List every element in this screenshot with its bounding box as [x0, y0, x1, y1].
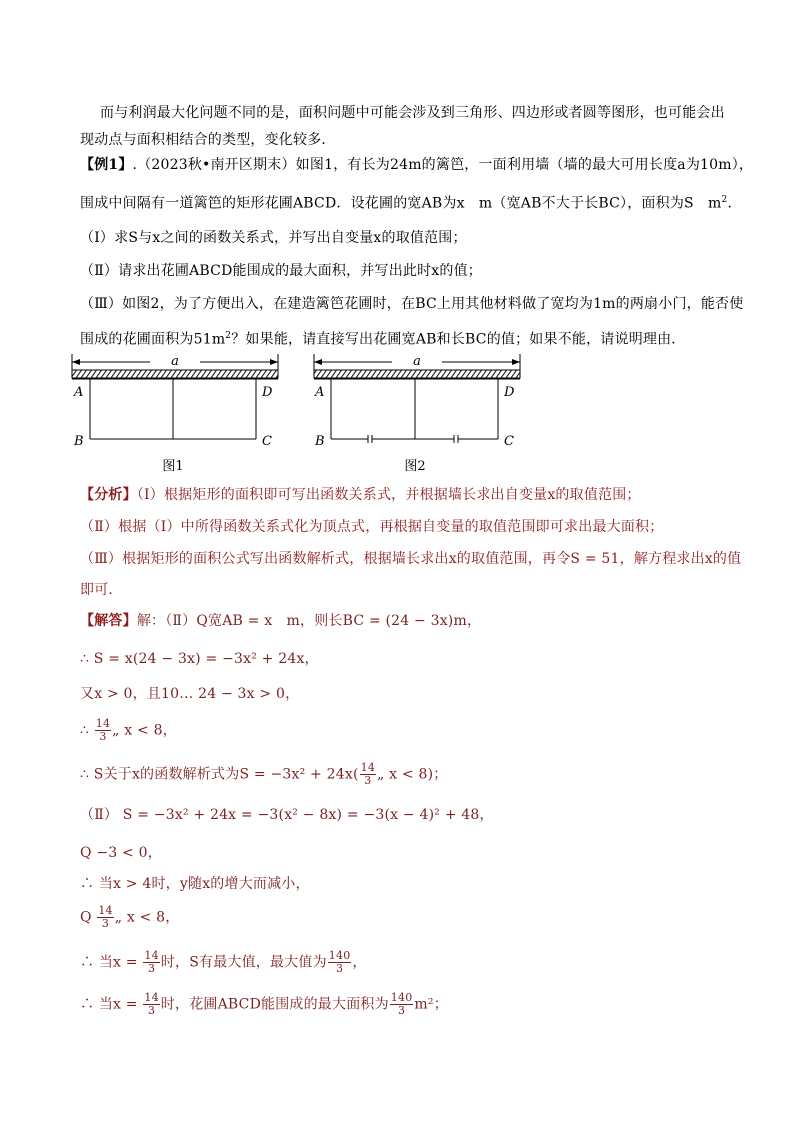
fig1-label-D: D [262, 385, 273, 400]
fraction-14-3 [360, 762, 376, 787]
analysis-line-2: （Ⅱ）根据（Ⅰ）中所得函数关系式化为顶点式，再根据自变量的取值范围即可求出最大面积； [80, 519, 664, 535]
question-2: （Ⅱ）请求出花圃ABCD能围成的最大面积，并写出此时x的值； [80, 263, 483, 279]
figure-2 [314, 351, 520, 474]
solution-line-5 [80, 762, 730, 787]
frac-num: 14 [144, 991, 159, 1004]
fig1-label-A: A [74, 385, 84, 400]
fraction-14-3 [97, 905, 113, 930]
analysis-line-1 [80, 485, 730, 505]
fraction-14-3 [143, 950, 159, 975]
example-text-2: 围成中间隔有一道篱笆的矩形花圃ABCD．设花圃的宽AB为x m（宽AB不大于长BC），面积为S m [80, 195, 722, 212]
solution-5-post: „ x < 8)； [377, 766, 448, 783]
solution-line-3: 又x > 0，且10… 24 − 3x > 0， [80, 686, 300, 702]
frac-num: 14 [95, 717, 111, 730]
fraction-140-3 [328, 950, 352, 975]
example-line-2 [80, 190, 742, 214]
example-tag: 【例1】 [80, 157, 133, 173]
frac-den: 3 [336, 962, 344, 975]
fraction-14-3 [95, 718, 111, 743]
frac-den: 3 [398, 1004, 406, 1017]
example-text-1: .（2023秋•南开区期末）如图1，有长为24m的篱笆，一面利用墙（墙的最大可用长度a为10m）， [132, 157, 754, 173]
example-sup: 2 [721, 195, 728, 205]
fig1-a-label: a [171, 354, 179, 369]
analysis-line-4: 即可． [80, 582, 123, 598]
solution-11-pre: ∴ 当x = [80, 996, 143, 1013]
fig1-caption: 图1 [162, 459, 184, 474]
fig1-label-B: B [74, 434, 84, 449]
solution-line-7: Q −3 < 0， [80, 845, 162, 861]
frac-den: 3 [147, 962, 156, 975]
solution-tag: 【解答】 [80, 613, 137, 629]
analysis-text-1: （Ⅰ）根据矩形的面积即可写出函数关系式，并根据墙长求出自变量x的取值范围； [136, 487, 641, 503]
frac-den: 3 [364, 774, 372, 787]
solution-4-post: „ x < 8， [112, 722, 177, 739]
solution-line-9 [80, 905, 730, 930]
analysis-line-3: （Ⅲ）根据矩形的面积公式写出函数解析式，根据墙长求出x的取值范围，再令S = 51，解方程求出x的值 [80, 551, 742, 567]
question-3-line-1: （Ⅲ）如图2，为了方便出入，在建造篱笆花圃时，在BC上用其他材料做了宽均为1m的两扇小门，能否使 [80, 296, 744, 312]
solution-line-2: ∴ S = x(24 − 3x) = −3x² + 24x， [80, 651, 319, 667]
fig1-label-C: C [262, 434, 272, 449]
solution-10-pre: ∴ 当x = [80, 954, 143, 971]
intro-line-1: 而与利润最大化问题不同的是，面积问题中可能会涉及到三角形、四边形或者圆等图形，也可能会出 [100, 105, 725, 121]
figures [60, 348, 540, 476]
fig1-wall [72, 370, 278, 378]
solution-9-pre: Q [80, 909, 97, 926]
fig1-arrow-right-icon [270, 359, 278, 365]
figure-1 [72, 351, 278, 474]
fraction-14-3 [143, 992, 159, 1017]
frac-num: 140 [390, 991, 413, 1004]
example-text-2-end: ． [727, 195, 742, 212]
frac-den: 3 [147, 1004, 156, 1017]
fig2-a-label: a [413, 354, 421, 369]
fig2-label-B: B [315, 434, 325, 449]
fig2-label-A: A [315, 385, 325, 400]
solution-line-1 [80, 611, 730, 631]
question-3-text-a: 围成的花圃面积为51m [80, 331, 226, 348]
frac-num: 14 [98, 904, 113, 917]
frac-den: 3 [101, 917, 110, 930]
fraction-140-3 [390, 992, 414, 1017]
intro-line-2: 现动点与面积相结合的类型，变化较多． [80, 132, 336, 148]
fig2-caption: 图2 [404, 459, 426, 474]
solution-10-post: ， [352, 954, 367, 971]
fig2-wall [314, 370, 520, 378]
fig2-arrow-left-icon [314, 359, 322, 365]
solution-line-4 [80, 718, 730, 743]
frac-num: 140 [328, 949, 351, 962]
solution-5-pre: ∴ S关于x的函数解析式为S = −3x² + 24x( [80, 766, 359, 783]
frac-num: 14 [144, 949, 159, 962]
fig2-arrow-right-icon [512, 359, 520, 365]
solution-10-mid: 时，S有最大值，最大值为 [160, 954, 327, 971]
solution-line-10 [80, 950, 730, 975]
question-1: （Ⅰ）求S与x之间的函数关系式，并写出自变量x的取值范围； [80, 230, 467, 246]
analysis-tag: 【分析】 [80, 487, 137, 503]
solution-line-11 [80, 992, 730, 1017]
solution-4-pre: ∴ [80, 722, 94, 739]
example-line-1 [80, 155, 754, 175]
question-3-line-2 [80, 326, 730, 350]
fig2-label-D: D [504, 385, 515, 400]
solution-9-post: „ x < 8， [114, 909, 180, 926]
question-3-sup: 2 [225, 331, 232, 341]
fig2-label-C: C [504, 434, 514, 449]
frac-den: 3 [99, 730, 107, 743]
solution-text-1: 解：（Ⅱ）Q宽AB = x m，则长BC = (24 − 3x)m， [136, 613, 482, 629]
frac-num: 14 [360, 761, 376, 774]
fig1-arrow-left-icon [72, 359, 80, 365]
solution-line-8: ∴ 当x > 4时，y随x的增大而减小， [80, 876, 310, 892]
solution-line-6: （Ⅱ） S = −3x² + 24x = −3(x² − 8x) = −3(x − 4)² + 48， [80, 807, 494, 823]
solution-11-unit: m²； [414, 996, 448, 1013]
question-3-text-b: ？如果能，请直接写出花圃宽AB和长BC的值；如果不能，请说明理由． [231, 331, 686, 348]
solution-11-mid: 时，花圃ABCD能围成的最大面积为 [160, 996, 389, 1013]
